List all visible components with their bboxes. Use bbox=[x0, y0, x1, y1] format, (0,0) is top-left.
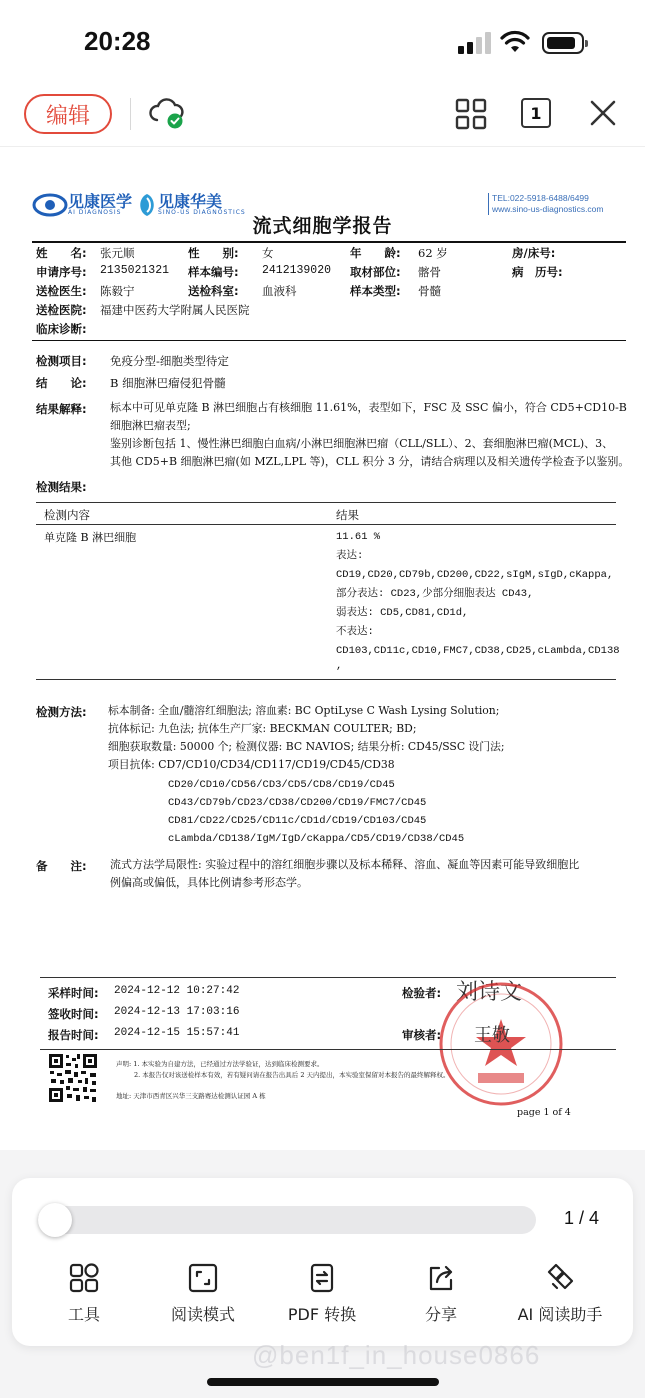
page-counter: 1 / 4 bbox=[564, 1208, 600, 1228]
patient-name-value: 张元顺 bbox=[100, 246, 135, 260]
thumbnail-grid-icon[interactable] bbox=[455, 98, 487, 130]
logo-subtext-secondary: SINO-US DIAGNOSTICS bbox=[158, 209, 246, 216]
footer-divider-top bbox=[40, 977, 616, 978]
patient-age-value: 62 岁 bbox=[418, 246, 448, 260]
logo-text-primary: 见康医学 bbox=[68, 192, 133, 211]
table-row-name: 单克隆 B 淋巴细胞 bbox=[44, 531, 137, 544]
conclusion-label: 结 论: bbox=[36, 376, 87, 390]
top-toolbar bbox=[0, 84, 645, 146]
logo-subtext-primary: AI DIAGNOSIS bbox=[68, 209, 122, 216]
pdf-convert-button[interactable] bbox=[267, 1262, 377, 1325]
interpretation-text: 标本中可见单克隆 B 淋巴细胞占有核细胞 11.61%，表型如下，FSC 及 SSC 偏小，符合 CD5+CD10-B 细胞淋巴瘤表型; 鉴别诊断包括 1、慢性淋巴细胞白血病/小淋巴细胞淋巴瘤（CLL/SLL）、2、套细胞淋巴瘤(MCL)、3、 其他 CD5+B 细胞淋巴瘤(如 MZL,LPL 等)，CLL 积分 3 分，请结合病理以及相关遗传学检查予以鉴别。 bbox=[110, 401, 630, 468]
page-slider-track[interactable] bbox=[38, 1206, 536, 1234]
page-number-icon[interactable]: 1 bbox=[521, 98, 551, 128]
patient-bed: 房/床号: bbox=[512, 246, 556, 260]
table-row-result: 11.61 % 表达: CD19,CD20,CD79b,CD200,CD22,sIgM,sIgD,cKappa, 部分表达: CD23,少部分细胞表达 CD43, 弱表达: CD5,CD81,CD1d, 不表达: CD103,CD11c,CD10,FMC7,CD38,CD25,cLambda,CD138 , bbox=[336, 531, 620, 672]
results-table bbox=[36, 502, 620, 680]
referring-dept: 送检科室: bbox=[188, 284, 239, 298]
patient-sex-value: 女 bbox=[262, 246, 274, 260]
share-label: 分享 bbox=[424, 1305, 457, 1324]
sample-type: 样本类型: bbox=[350, 284, 401, 298]
logo-text-secondary: 见康华美 bbox=[158, 192, 223, 211]
receive-time: 签收时间: bbox=[48, 1007, 99, 1021]
page-info: page 1 of 4 bbox=[517, 1107, 571, 1118]
read-mode-icon bbox=[187, 1262, 219, 1294]
referring-hospital: 送检医院: bbox=[36, 303, 87, 317]
referring-hospital-value: 福建中医药大学附属人民医院 bbox=[100, 303, 250, 317]
referring-dept-value: 血液科 bbox=[262, 284, 297, 298]
edit-button[interactable]: 编辑 bbox=[24, 94, 112, 134]
patient-age: 年 龄: bbox=[350, 246, 401, 260]
patient-name: 姓 名: bbox=[36, 246, 87, 260]
col-test-content: 检测内容 bbox=[44, 508, 90, 522]
wifi-icon bbox=[500, 30, 530, 54]
application-no: 申请序号: bbox=[36, 265, 87, 279]
referring-doctor: 送检医生: bbox=[36, 284, 87, 298]
remark-text: 流式方法学局限性: 实验过程中的溶红细胞步骤以及标本稀释、溶血、凝血等因素可能导致细胞比 例偏高或偏低，具体比例请参考形态学。 bbox=[110, 858, 580, 889]
report-time: 报告时间: bbox=[48, 1028, 99, 1042]
viewer-bottom-panel bbox=[12, 1178, 633, 1346]
close-icon[interactable] bbox=[588, 98, 618, 128]
report-title: 流式细胞学报告 bbox=[252, 215, 393, 237]
report-time-value: 2024-12-15 15:57:41 bbox=[114, 1027, 240, 1039]
toolbar-divider bbox=[130, 98, 131, 130]
conclusion-value: B 细胞淋巴瘤侵犯骨髓 bbox=[110, 376, 226, 390]
tester-signature: 刘诗文 bbox=[456, 980, 523, 1005]
contact-tel: TEL:022-5918-6488/6499 bbox=[492, 193, 589, 203]
battery-icon bbox=[542, 32, 584, 54]
checker-label: 审核者: bbox=[402, 1028, 442, 1042]
collect-time-value: 2024-12-12 10:27:42 bbox=[114, 985, 240, 997]
tools-button[interactable] bbox=[29, 1262, 139, 1325]
contact-web: www.sino-us-diagnostics.com bbox=[492, 204, 604, 214]
cellular-signal-icon bbox=[458, 32, 492, 54]
tester-label: 检验者: bbox=[402, 986, 442, 1000]
medical-record-no: 病 历号: bbox=[512, 265, 563, 279]
results-label: 检测结果: bbox=[36, 480, 87, 494]
test-item-value: 免疫分型-细胞类型待定 bbox=[110, 354, 229, 368]
home-indicator[interactable] bbox=[207, 1378, 439, 1386]
title-divider bbox=[32, 241, 626, 243]
ai-assistant-icon bbox=[544, 1262, 576, 1294]
patient-sex: 性 别: bbox=[188, 246, 239, 260]
referring-doctor-value: 陈毅宁 bbox=[100, 284, 135, 298]
pdf-convert-icon bbox=[306, 1262, 338, 1294]
ai-assistant-button[interactable] bbox=[505, 1262, 615, 1325]
clinical-diagnosis: 临床诊断: bbox=[36, 322, 87, 336]
share-button[interactable] bbox=[386, 1262, 496, 1325]
status-bar bbox=[0, 0, 645, 84]
remark-label: 备 注: bbox=[36, 859, 87, 873]
results-table-header bbox=[36, 503, 616, 525]
method-label: 检测方法: bbox=[36, 705, 87, 719]
tools-icon bbox=[68, 1262, 100, 1294]
address-text: 地址: 天津市西青区兴华三支路赛达检测认证园 A 栋 bbox=[116, 1092, 266, 1100]
antibody-panels: CD20/CD10/CD56/CD3/CD5/CD8/CD19/CD45 CD43/CD79b/CD23/CD38/CD200/CD19/FMC7/CD45 CD81/CD22/CD25/CD11c/CD1d/CD19/CD103/CD45 cLambda/CD138/IgM/IgD/cKappa/CD5/CD19/CD38/CD45 bbox=[168, 779, 465, 845]
test-item-label: 检测项目: bbox=[36, 354, 87, 368]
status-time: 20:28 bbox=[84, 26, 151, 56]
interpretation-label: 结果解释: bbox=[36, 402, 87, 416]
pdf-convert-label: PDF 转换 bbox=[287, 1305, 357, 1324]
info-divider bbox=[32, 340, 626, 341]
footer-divider-bottom bbox=[40, 1049, 616, 1050]
method-text: 标本制备: 全血/髓溶红细胞法; 溶血素: BC OptiLyse C Wash Lysing Solution; 抗体标记: 九色法; 抗体生产厂家: BECKMAN COULTER; BD; 细胞获取数量: 50000 个; 检测仪器: BC NAVIOS; 结果分析: CD45/SSC 设门法; 项目抗体: CD7/CD10/CD34/CD117/CD19/CD45/CD38 bbox=[108, 704, 505, 771]
receive-time-value: 2024-12-13 17:03:16 bbox=[114, 1006, 240, 1018]
read-mode-button[interactable] bbox=[148, 1262, 258, 1325]
ai-assistant-label: AI 阅读助手 bbox=[517, 1305, 603, 1324]
application-no-value: 2135021321 bbox=[100, 264, 170, 277]
sample-type-value: 骨髓 bbox=[418, 284, 441, 298]
sample-no: 样本编号: bbox=[188, 265, 239, 279]
cloud-synced-icon[interactable] bbox=[148, 96, 188, 130]
checker-signature: 王敬 bbox=[474, 1025, 510, 1046]
statement-text: 声明: 1. 本实验为自建方法，已经通过方法学验证，达到临床检测要求。 2. 本报告仅对该送检样本有效，若有疑问请在报告出具后 2 天内提出，本实验室保留对本报告的最终解释权。 bbox=[116, 1060, 450, 1079]
sample-site-value: 髂骨 bbox=[418, 265, 441, 279]
col-result: 结果 bbox=[336, 508, 359, 522]
collect-time: 采样时间: bbox=[48, 986, 99, 1000]
qr-code-icon bbox=[48, 1053, 98, 1103]
watermark-text: @ben1f_in_house0866 bbox=[252, 1340, 541, 1370]
read-mode-label: 阅读模式 bbox=[170, 1305, 235, 1324]
report-page bbox=[0, 146, 645, 1150]
sample-site: 取材部位: bbox=[350, 265, 401, 279]
page-slider-thumb[interactable] bbox=[38, 1203, 72, 1237]
sample-no-value: 2412139020 bbox=[262, 264, 332, 277]
share-icon bbox=[425, 1262, 457, 1294]
tools-label: 工具 bbox=[67, 1305, 100, 1324]
